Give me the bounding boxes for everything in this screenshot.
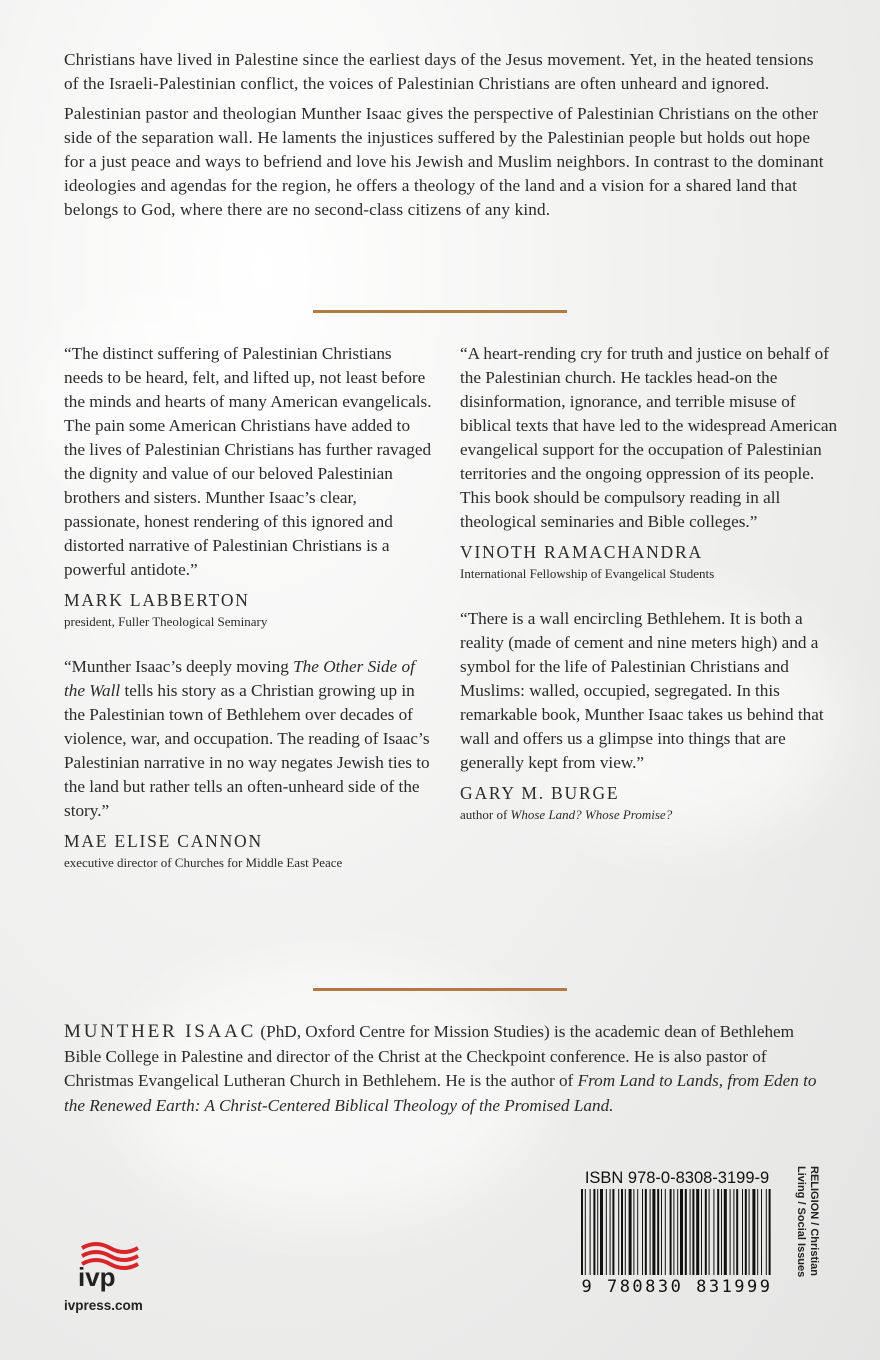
bio-text: (PhD, Oxford Centre for Mission Studies) is the academic dean of Bethlehem Bible College in Palestine and director of the Christ at the Checkpoint conference. He is also pastor of Christmas Evangelical Lutheran Church in Bethlehem. He is the author of xyxy=(64,1022,795,1090)
divider-rule-bottom xyxy=(313,988,567,991)
endorsement-author: MAE ELISE CANNON xyxy=(64,831,263,851)
barcode-number: 9 780830 831999 xyxy=(581,1277,773,1297)
isbn-barcode xyxy=(577,1165,777,1301)
divider-rule-top xyxy=(313,310,567,313)
endorsements-left-column xyxy=(64,342,434,872)
endorsement-author-role xyxy=(460,806,840,824)
endorsement-author: GARY M. BURGE xyxy=(460,783,620,803)
intro-section xyxy=(64,48,824,228)
book-title: From Land to Lands, from Eden to the Renewed Earth: A Christ-Centered Biblical Theology of the Promised Land. xyxy=(64,1071,817,1115)
intro-paragraph-2: Palestinian pastor and theologian Munther Isaac gives the perspective of Palestinian Christians on the other side of the separation wall. He laments the injustices suffered by the Palestinian people but holds out hope for a just peace and ways to befriend and love his Jewish and Muslim neighbors. In contrast to the dominant ideologies and agendas for the region, he offers a theology of the land and a vision for a shared land that belongs to God, where there are no second-class citizens of any kind. xyxy=(64,104,824,219)
endorsement-author-role: International Fellowship of Evangelical Students xyxy=(460,566,715,581)
endorsement-labberton xyxy=(64,342,434,631)
endorsement-cannon xyxy=(64,655,434,872)
book-title: Whose Land? Whose Promise? xyxy=(510,807,673,822)
role-prefix: author of xyxy=(460,807,511,822)
endorsement-quote: “A heart-rending cry for truth and justice on behalf of the Palestinian church. He tackles head-on the disinformation, ignorance, and terrible misuse of biblical texts that have led to the widespread American evangelical support for the occupation of Palestinian territories and the ongoing oppression of its people. This book should be compulsory reading in all theological seminaries and Bible colleges.” xyxy=(460,344,838,531)
endorsement-author: MARK LABBERTON xyxy=(64,590,250,610)
endorsement-quote: “There is a wall encircling Bethlehem. It is both a reality (made of cement and nine meters high) and a symbol for the life of Palestinian Christians and Muslims: walled, occupied, segregated. In this remarkable book, Munther Isaac takes us behind that wall and offers us a glimpse into things that are generally kept from view.” xyxy=(460,609,824,772)
intro-paragraph-1: Christians have lived in Palestine since the earliest days of the Jesus movement. Yet, in the heated tensions of the Israeli-Palestinian conflict, the voices of Palestinian Christians are often unheard and ignored. xyxy=(64,50,814,93)
endorsement-ramachandra xyxy=(460,342,840,583)
endorsement-quote xyxy=(64,655,434,823)
publisher-url: ivpress.com xyxy=(64,1298,143,1313)
endorsement-author: VINOTH RAMACHANDRA xyxy=(460,542,703,562)
author-bio xyxy=(64,1020,834,1118)
endorsement-burge xyxy=(460,607,840,824)
publisher-logo-text: ivp xyxy=(78,1262,116,1292)
book-title: The Other Side of the Wall xyxy=(64,657,415,700)
quote-text: “Munther Isaac’s deeply moving xyxy=(64,657,294,676)
isbn-label: ISBN 978-0-8308-3199-9 xyxy=(584,1169,770,1187)
quote-text: tells his story as a Christian growing up in the Palestinian town of Bethlehem over decades of violence, war, and occupation. The reading of Isaac’s Palestinian narrative in no way negates Jewish ties to the land but rather tells an often-unheard side of the story.” xyxy=(64,681,430,820)
endorsement-author-role: executive director of Churches for Middle East Peace xyxy=(64,855,343,870)
endorsements-right-column xyxy=(460,342,840,824)
endorsement-quote: “The distinct suffering of Palestinian Christians needs to be heard, felt, and lifted up, not least before the minds and hearts of many American evangelicals. The pain some American Christians have added to the lives of Palestinian Christians has further ravaged the dignity and value of our beloved Palestinian brothers and sisters. Munther Isaac’s clear, passionate, honest rendering of this ignored and distorted narrative of Palestinian Christians is a powerful antidote.” xyxy=(64,344,432,579)
author-name: MUNTHER ISAAC xyxy=(64,1021,257,1042)
category-label: RELIGION / Christian Living / Social Issues xyxy=(795,1166,820,1278)
endorsement-author-role: president, Fuller Theological Seminary xyxy=(64,614,268,629)
